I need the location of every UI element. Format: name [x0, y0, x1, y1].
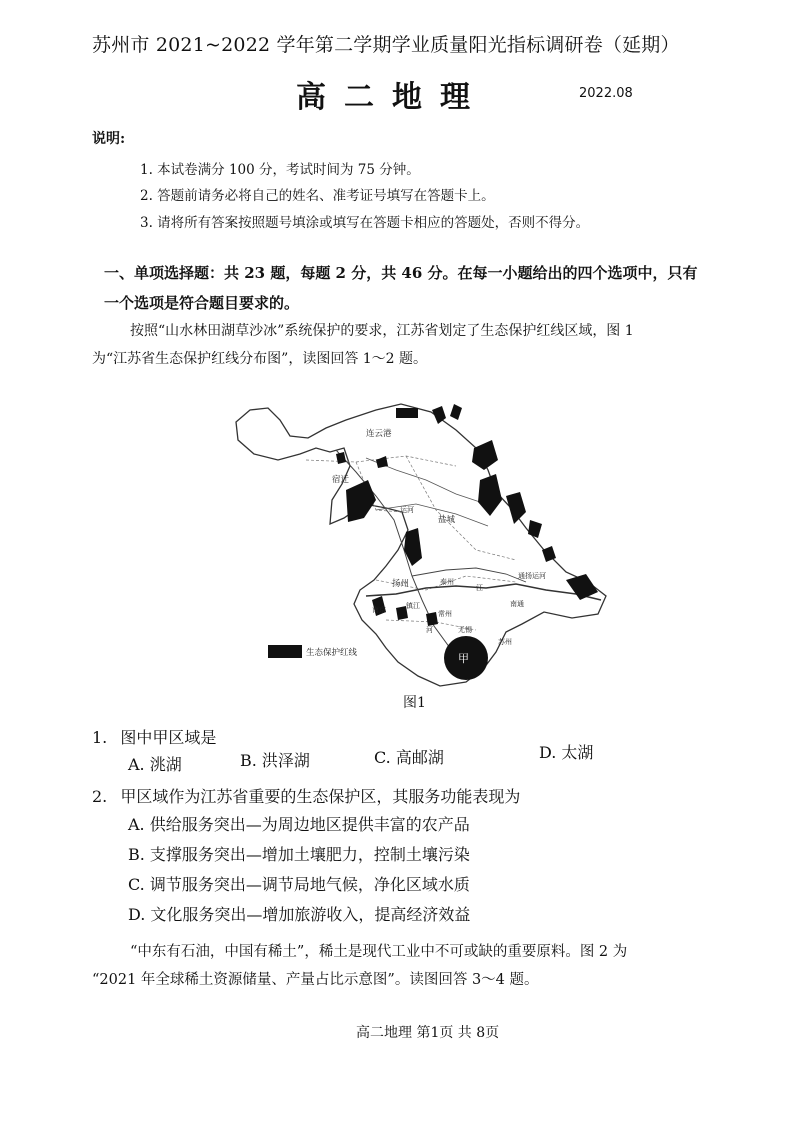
page-footer: 高二地理 第1页 共 8页: [356, 1025, 500, 1041]
redline-patch: [472, 440, 498, 470]
question-2-number: 2.: [92, 787, 108, 806]
subject-title: 高二地理: [296, 80, 488, 115]
tongyang-canal: [412, 568, 526, 582]
redline-patch: [528, 520, 542, 538]
redline-patch: [346, 480, 376, 522]
label-nantong: 南通: [510, 600, 524, 608]
q2-option-c[interactable]: C. 调节服务突出—调节局地气候，净化区域水质: [128, 875, 470, 894]
label-zhenjiang: 镇江: [406, 602, 420, 610]
q2-option-b[interactable]: B. 支撑服务突出—增加土壤肥力，控制土壤污染: [128, 845, 470, 864]
label-suzhou: 苏州: [498, 638, 512, 646]
note-item-1: 1. 本试卷满分 100 分，考试时间为 75 分钟。: [140, 162, 420, 178]
q1-option-a[interactable]: A. 洮湖: [128, 755, 182, 774]
legend-label: 生态保护红线: [306, 648, 358, 658]
exam-date: 2022.08: [579, 86, 633, 101]
label-yancheng: 盐城: [438, 515, 456, 525]
redline-patch: [396, 408, 418, 418]
redline-patch: [566, 574, 598, 600]
note-item-3: 3. 请将所有答案按照题号填涂或填写在答题卡相应的答题处，否则不得分。: [140, 215, 590, 231]
label-changzhou: 常州: [438, 610, 452, 618]
exam-title: 苏州市 2021~2022 学年第二学期学业质量阳光指标调研卷（延期）: [92, 34, 680, 56]
redline-patch: [426, 612, 438, 626]
intro-2-line2: “2021 年全球稀土资源储量、产量占比示意图”。读图回答 3～4 题。: [92, 972, 539, 988]
redline-patch: [506, 492, 526, 524]
label-canal: 运河: [400, 506, 414, 514]
intro-1-line2: 为“江苏省生态保护红线分布图”，读图回答 1～2 题。: [92, 351, 428, 367]
redline-patch: [478, 474, 502, 516]
question-2-stem: 甲区域作为江苏省重要的生态保护区，其服务功能表现为: [120, 787, 521, 806]
label-jia: 甲: [458, 652, 469, 665]
grand-canal: [336, 450, 466, 662]
redline-patch: [450, 404, 462, 420]
redline-patch: [336, 452, 346, 464]
label-tongyang-canal: 通扬运河: [518, 572, 546, 580]
label-yangtze: 江: [476, 584, 483, 592]
label-yangzhou: 扬州: [392, 579, 410, 589]
label-canal-river: 河: [426, 626, 433, 634]
jiangsu-ecological-redline-map: [226, 400, 616, 690]
city-boundary: [406, 456, 516, 560]
redline-patch: [376, 456, 388, 468]
question-1: [92, 725, 216, 748]
question-1-stem: 图中甲区域是: [120, 728, 217, 747]
intro-1-line1: 按照“山水林田湖草沙冰”系统保护的要求，江苏省划定了生态保护红线区域，图 1: [130, 323, 634, 339]
section-heading-line1: 一、单项选择题：共 23 题，每题 2 分，共 46 分。在每一小题给出的四个选项中，只有: [104, 264, 698, 282]
label-nanjing: 南京: [372, 606, 386, 614]
label-suqian: 宿迁: [332, 475, 350, 485]
intro-2-line1: “中东有石油，中国有稀土”，稀土是现代工业中不可或缺的重要原料。图 2 为: [130, 944, 628, 960]
label-taizhou: 泰州: [440, 578, 454, 586]
q1-option-b[interactable]: B. 洪泽湖: [240, 751, 310, 770]
q1-option-c[interactable]: C. 高邮湖: [374, 748, 444, 767]
question-2: [92, 784, 520, 807]
q2-option-a[interactable]: A. 供给服务突出—为周边地区提供丰富的农产品: [128, 815, 470, 834]
figure-1-caption: 图1: [403, 695, 426, 711]
river: [376, 504, 488, 526]
notes-label: 说明:: [92, 131, 126, 147]
label-wuxi: 无锡: [458, 626, 472, 634]
note-item-2: 2. 答题前请务必将自己的姓名、准考证号填写在答题卡上。: [140, 188, 495, 204]
q1-option-d[interactable]: D. 太湖: [539, 743, 594, 762]
label-lianyungang: 连云港: [366, 429, 392, 439]
question-1-number: 1.: [92, 728, 108, 747]
legend-swatch: [268, 645, 302, 658]
q2-option-d[interactable]: D. 文化服务突出—增加旅游收入，提高经济效益: [128, 905, 471, 924]
province-outline: [236, 404, 606, 686]
section-heading-line2: 一个选项是符合题目要求的。: [104, 294, 300, 312]
